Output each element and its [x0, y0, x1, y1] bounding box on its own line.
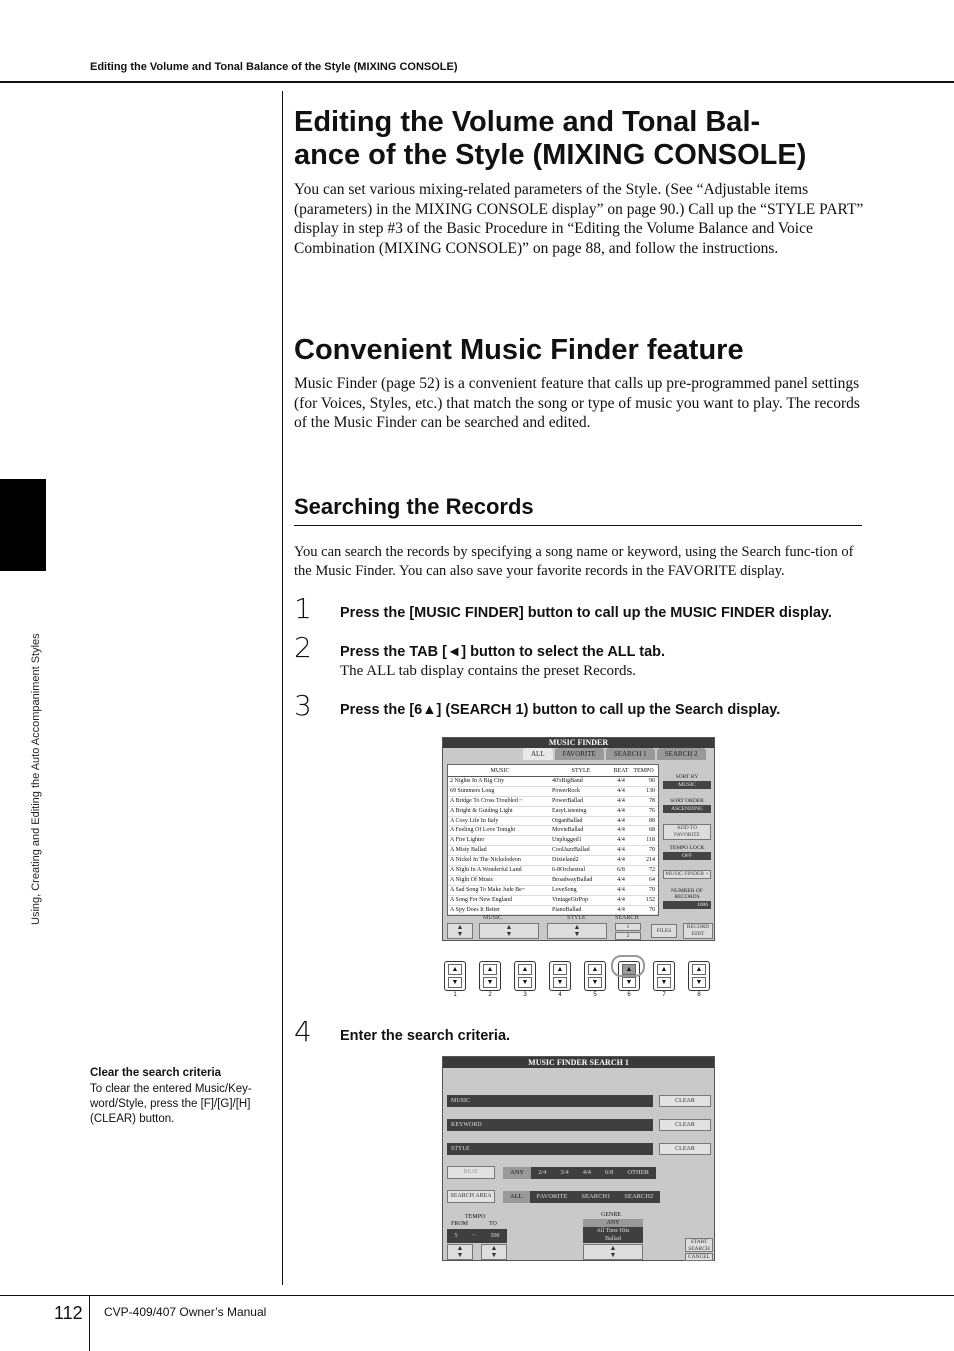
step-2-text: Press the TAB [◄] button to select the ALL tab. [340, 644, 666, 660]
down-arrow-icon: ▼ [490, 1251, 498, 1259]
search-screen-title: MUSIC FINDER SEARCH 1 [443, 1057, 714, 1068]
section-title-music-finder: Convenient Music Finder feature [294, 334, 744, 366]
cell-beat: 4/4 [617, 847, 625, 854]
cell-beat: 4/4 [617, 876, 625, 883]
sort-by-value: MUSIC [663, 781, 711, 789]
down-arrow-icon: ▼ [573, 930, 581, 938]
panel-button-2[interactable] [479, 961, 501, 991]
tempo-from-value: 5 [454, 1233, 458, 1239]
down-arrow-icon[interactable]: ▼ [518, 977, 532, 988]
up-arrow-icon[interactable]: ▲ [622, 964, 636, 975]
cell-music: A Misty Ballad [450, 847, 487, 854]
panel-button-5[interactable] [584, 961, 606, 991]
panel-button-label: 4 [558, 992, 562, 998]
keyword-clear-button[interactable]: CLEAR [659, 1119, 711, 1131]
panel-button-label: 6 [627, 992, 631, 998]
cell-tempo: 152 [646, 896, 655, 903]
table-row[interactable] [448, 826, 658, 836]
search-1-button[interactable]: 1 [615, 923, 641, 931]
cell-style: PowerBallad [552, 797, 583, 804]
genre-item-ballad[interactable]: Ballad [605, 1236, 621, 1242]
manual-title: CVP-409/407 Owner’s Manual [104, 1305, 267, 1319]
note-body: To clear the entered Music/Key-word/Style, press the [F]/[G]/[H] (CLEAR) button. [90, 1083, 252, 1125]
cell-tempo: 90 [649, 778, 655, 784]
style-buttons[interactable] [547, 923, 607, 939]
cell-music: A Bridge To Cross Troubled ~ [450, 797, 523, 804]
cell-beat: 4/4 [617, 896, 625, 903]
beat-option-4-4[interactable]: 4/4 [582, 1169, 592, 1176]
music-scroll-buttons[interactable] [447, 923, 473, 939]
music-finder-plus-button[interactable]: MUSIC FINDER + [663, 870, 711, 879]
down-arrow-icon: ▼ [456, 930, 464, 938]
cell-style: PianoBallad [552, 906, 582, 913]
up-arrow-icon[interactable]: ▲ [483, 964, 497, 975]
bottom-label-music: MUSIC [483, 915, 503, 921]
step-1-text: Press the [MUSIC FINDER] button to call up the MUSIC FINDER display. [340, 605, 832, 621]
beat-option-other[interactable]: OTHER [627, 1169, 650, 1176]
up-arrow-icon: ▲ [573, 923, 581, 931]
cell-style: OrganBallad [552, 817, 583, 824]
cell-style: VintageGtrPop [552, 896, 588, 903]
table-row[interactable] [448, 787, 658, 797]
genre-list[interactable] [583, 1219, 643, 1243]
bottom-label-style: STYLE [567, 915, 586, 921]
section-title-mixing-console [294, 106, 864, 172]
cell-tempo: 130 [646, 787, 655, 794]
cell-tempo: 88 [649, 817, 655, 824]
cell-tempo: 78 [649, 797, 655, 804]
beat-option-3-4[interactable]: 3/4 [560, 1169, 569, 1176]
cancel-button[interactable]: CANCEL [685, 1253, 713, 1261]
cell-style: PowerRock [552, 787, 580, 794]
col-style: STYLE [571, 768, 591, 774]
tempo-to-value: 500 [490, 1233, 500, 1239]
cell-style: MovieBallad [552, 827, 584, 834]
chapter-side-text: Using, Creating and Editing the Auto Accompaniment Styles [30, 633, 42, 925]
tempo-to-label: TO [489, 1221, 497, 1227]
music-clear-button[interactable]: CLEAR [659, 1095, 711, 1107]
cell-music: A Fire Lighter [450, 837, 485, 844]
table-row[interactable] [448, 876, 658, 886]
records-table [447, 764, 659, 916]
down-arrow-icon[interactable]: ▼ [483, 977, 497, 988]
mixing-console-body: You can set various mixing-related parameters of the Style. (See “Adjustable items (parameters) in the MIXING CONSOLE display” on page 90.) Call up the “STYLE PART” display in step #3 of the Basic Procedure in “Editing the Volume Balance and Voice Combination (MIXING CONSOLE)” on page 88, and follow the instructions. [294, 181, 864, 257]
table-row[interactable] [448, 797, 658, 807]
cell-tempo: 72 [649, 867, 655, 874]
table-row[interactable] [448, 836, 658, 846]
footer-vertical-rule [89, 1296, 90, 1351]
cell-tempo: 64 [649, 876, 655, 883]
step-4-number: 4 [294, 1015, 312, 1048]
tempo-from-label: FROM [451, 1221, 469, 1227]
down-arrow-icon[interactable]: ▼ [692, 977, 706, 988]
tempo-from-buttons[interactable] [447, 1244, 473, 1260]
cell-beat: 6/8 [617, 867, 625, 874]
cell-music: A Night In A Wonderful Land [450, 867, 522, 874]
tempo-lock-value: OFF [663, 852, 711, 860]
step-2-number: 2 [294, 631, 312, 664]
table-row[interactable] [448, 886, 658, 896]
cell-music: A Spy Does It Better [450, 906, 500, 913]
step-3-number: 3 [294, 689, 312, 722]
sort-by-label: SORT BY [675, 774, 699, 780]
beat-option-any[interactable]: ANY [503, 1167, 531, 1179]
panel-button-1[interactable] [444, 961, 466, 991]
up-arrow-icon: ▲ [505, 923, 513, 931]
cell-tempo: 118 [646, 837, 655, 844]
up-arrow-icon: ▲ [490, 1244, 498, 1252]
cell-music: A Cosy Life In Italy [450, 817, 499, 824]
cell-style: BroadwayBallad [552, 876, 593, 883]
page-number: 112 [54, 1303, 83, 1323]
cell-beat: 4/4 [617, 837, 625, 844]
panel-button-8[interactable] [688, 961, 710, 991]
music-finder-body: Music Finder (page 52) is a convenient feature that calls up pre-programmed panel settings (for Voices, Styles, etc.) that match the song or type of music you want to play. The records of the Music Finder can be searched and edited. [294, 375, 860, 431]
cell-music: A Song For New England [450, 896, 512, 903]
up-arrow-icon[interactable]: ▲ [448, 964, 462, 975]
subsection-title-searching: Searching the Records [294, 493, 862, 526]
table-row[interactable] [448, 906, 658, 916]
sort-order-value: ASCENDING [663, 805, 711, 813]
area-option-search2[interactable]: SEARCH2 [624, 1193, 654, 1200]
table-row[interactable] [448, 846, 658, 856]
table-row[interactable] [448, 856, 658, 866]
footer-rule [0, 1295, 954, 1296]
cell-beat: 4/4 [617, 906, 625, 913]
cell-style: EasyListening [552, 807, 587, 814]
note-title: Clear the search criteria [90, 1067, 222, 1079]
tab-bar [523, 748, 708, 760]
cell-tempo: 214 [646, 857, 655, 864]
cell-beat: 4/4 [617, 886, 625, 893]
genre-item-any[interactable]: ANY [583, 1219, 643, 1227]
area-option-all[interactable]: ALL [503, 1191, 530, 1203]
down-arrow-icon[interactable]: ▼ [553, 977, 567, 988]
sort-by[interactable] [663, 774, 711, 789]
cell-tempo: 70 [649, 906, 655, 913]
header-rule [0, 81, 954, 83]
music-field[interactable]: MUSIC [447, 1095, 653, 1107]
up-arrow-icon: ▲ [456, 923, 464, 931]
panel-button-3[interactable] [514, 961, 536, 991]
down-arrow-icon[interactable]: ▼ [448, 977, 462, 988]
cell-beat: 4/4 [617, 778, 625, 784]
button-6-highlight-ring [611, 955, 645, 977]
column-rule [282, 91, 283, 1285]
area-option-favorite[interactable]: FAVORITE [536, 1193, 568, 1200]
genre-label: GENRE [601, 1212, 621, 1218]
add-to-favorite-button[interactable]: ADD TO FAVORITE [663, 824, 711, 840]
panel-button-label: 3 [523, 992, 527, 998]
down-arrow-icon: ▼ [505, 930, 513, 938]
table-row[interactable] [448, 896, 658, 906]
step-4-text: Enter the search criteria. [340, 1028, 511, 1044]
cell-style: CoolJazzBallad [552, 847, 590, 854]
start-search-button[interactable]: START SEARCH [685, 1238, 713, 1252]
down-arrow-icon: ▼ [456, 1251, 464, 1259]
down-arrow-icon[interactable]: ▼ [588, 977, 602, 988]
table-row[interactable] [448, 817, 658, 827]
table-row[interactable] [448, 866, 658, 876]
cell-music: 69 Summers Long [450, 787, 495, 794]
files-button[interactable]: FILES [651, 924, 677, 938]
cell-style: 6-8Orchestral [552, 867, 585, 874]
panel-button-4[interactable] [549, 961, 571, 991]
cell-music: A Night Of Music [450, 876, 494, 883]
chapter-tab [0, 479, 46, 571]
search-area-options [503, 1191, 660, 1203]
col-beat: BEAT [613, 768, 629, 774]
keyword-field[interactable]: KEYWORD [447, 1119, 653, 1131]
table-row[interactable] [448, 777, 658, 787]
sort-order[interactable] [663, 798, 711, 813]
cell-tempo: 76 [649, 807, 655, 814]
cell-tempo: 68 [649, 827, 655, 834]
tempo-range[interactable] [447, 1229, 507, 1243]
bottom-label-search: SEARCH [615, 915, 639, 921]
number-of-records [663, 888, 711, 909]
record-edit-button[interactable]: RECORD EDIT [683, 923, 713, 939]
panel-button-7[interactable] [653, 961, 675, 991]
tab-favorite[interactable]: FAVORITE [555, 748, 604, 760]
tempo-to-buttons[interactable] [481, 1244, 507, 1260]
number-of-records-value: 1006 [663, 901, 711, 909]
up-arrow-icon[interactable]: ▲ [692, 964, 706, 975]
col-tempo: TEMPO [633, 768, 654, 774]
tempo-separator: ~ [472, 1233, 476, 1239]
music-page-buttons[interactable] [479, 923, 539, 939]
up-arrow-icon[interactable]: ▲ [588, 964, 602, 975]
down-arrow-icon: ▼ [609, 1251, 617, 1259]
cell-music: 2 Nights In A Big City [450, 778, 505, 784]
screen-title: MUSIC FINDER [443, 738, 714, 748]
sort-order-label: SORT ORDER [670, 798, 704, 804]
step-3-text: Press the [6▲] (SEARCH 1) button to call up the Search display. [340, 702, 781, 718]
up-arrow-icon[interactable]: ▲ [553, 964, 567, 975]
tempo-label: TEMPO [465, 1214, 486, 1220]
tab-search-2[interactable]: SEARCH 2 [657, 748, 706, 760]
down-arrow-icon[interactable]: ▼ [657, 977, 671, 988]
panel-button-label: 1 [453, 992, 457, 998]
panel-button-label: 7 [662, 992, 666, 998]
title-line-2: ance of the Style (MIXING CONSOLE) [294, 139, 807, 171]
style-clear-button[interactable]: CLEAR [659, 1143, 711, 1155]
beat-option-2-4[interactable]: 2/4 [538, 1169, 547, 1176]
search-screen [442, 1056, 715, 1261]
up-arrow-icon: ▲ [456, 1244, 464, 1252]
cell-tempo: 70 [649, 847, 655, 854]
step-1-number: 1 [294, 592, 312, 625]
search-area-label: SEARCH AREA [447, 1190, 495, 1203]
searching-body: You can search the records by specifying a song name or keyword, using the Search func-tion of the Music Finder. You can also save your favorite records in the FAVORITE display. [294, 544, 854, 579]
cell-style: 40'sBigBand [552, 778, 583, 784]
cell-music: A Feeling Of Love Tonight [450, 827, 516, 834]
table-row[interactable] [448, 807, 658, 817]
cell-beat: 4/4 [617, 817, 625, 824]
table-body [448, 777, 658, 915]
table-header [448, 765, 658, 777]
search-2-button[interactable]: 2 [615, 932, 641, 940]
title-line-1: Editing the Volume and Tonal Bal- [294, 106, 761, 138]
cell-tempo: 70 [649, 886, 655, 893]
up-arrow-icon[interactable]: ▲ [657, 964, 671, 975]
genre-buttons[interactable] [583, 1244, 643, 1260]
cell-music: A Nickel In The Nickelodeon [450, 857, 521, 864]
cell-style: LoveSong [552, 886, 577, 893]
cell-style: Dixieland2 [552, 857, 579, 864]
number-of-records-label: NUMBER OF RECORDS [671, 888, 703, 900]
tempo-lock[interactable] [663, 845, 711, 860]
tab-search-1[interactable]: SEARCH 1 [606, 748, 655, 760]
cell-beat: 4/4 [617, 787, 625, 794]
cell-beat: 4/4 [617, 827, 625, 834]
running-header: Editing the Volume and Tonal Balance of the Style (MIXING CONSOLE) [90, 61, 458, 73]
tab-all[interactable]: ALL [523, 748, 553, 760]
panel-button-label: 5 [593, 992, 597, 998]
genre-item-all-time-hits[interactable]: All Time Hits [596, 1228, 630, 1234]
style-field[interactable]: STYLE [447, 1143, 653, 1155]
beat-option-6-8[interactable]: 6/8 [605, 1169, 614, 1176]
cell-music: A Sad Song To Make Jude Be~ [450, 886, 526, 893]
cell-beat: 4/4 [617, 797, 625, 804]
panel-button-label: 8 [697, 992, 701, 998]
up-arrow-icon: ▲ [609, 1244, 617, 1252]
cell-beat: 4/4 [617, 807, 625, 814]
down-arrow-icon[interactable]: ▼ [622, 977, 636, 988]
panel-button-label: 2 [488, 992, 492, 998]
step-2-subtext: The ALL tab display contains the preset Records. [340, 663, 637, 679]
col-music: MUSIC [490, 768, 510, 774]
area-option-search1[interactable]: SEARCH1 [581, 1193, 611, 1200]
cell-style: Unplugged1 [552, 837, 582, 844]
up-arrow-icon[interactable]: ▲ [518, 964, 532, 975]
beat-options [503, 1167, 656, 1179]
beat-label: BEAT [447, 1166, 495, 1179]
music-finder-screen [442, 737, 715, 941]
cell-music: A Bright & Guiding Light [450, 807, 513, 814]
cell-beat: 4/4 [617, 857, 625, 864]
tempo-lock-label: TEMPO LOCK [669, 845, 705, 851]
